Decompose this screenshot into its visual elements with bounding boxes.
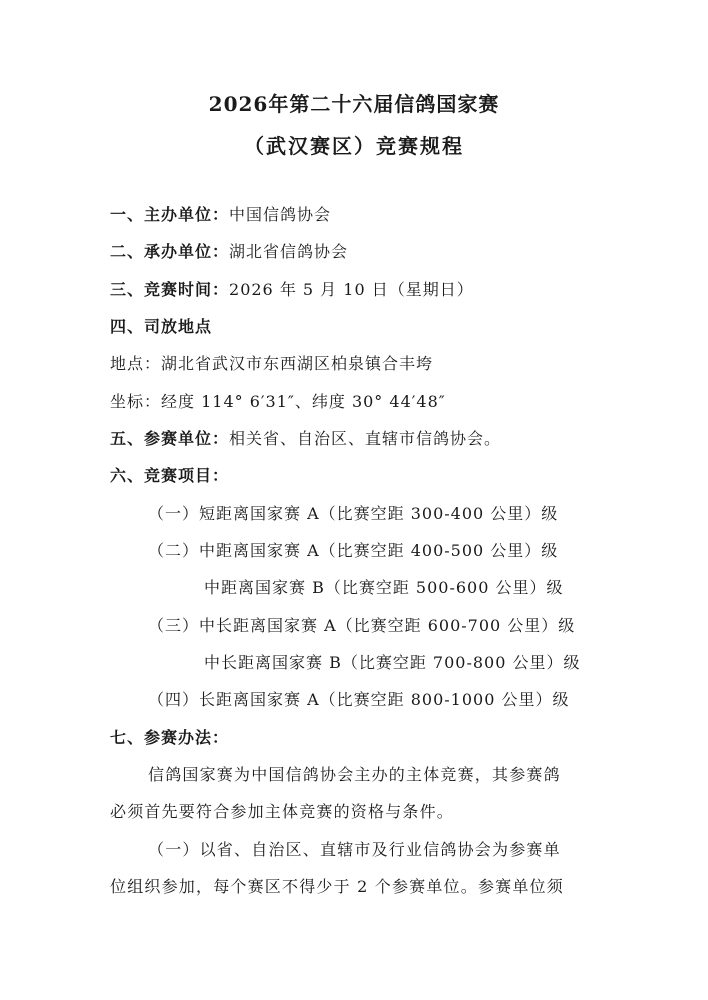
section-events — [110, 464, 229, 488]
section-heading: 六、竞赛项目： — [110, 466, 230, 485]
paragraph-line: 信鸽国家赛为中国信鸽协会主办的主体竞赛，其参赛鸽 — [148, 765, 561, 784]
event-item: （二）中距离国家赛 A（比赛空距 400-500 公里）级 — [148, 541, 559, 560]
section-value: 中国信鸽协会 — [229, 205, 332, 224]
section-host — [110, 240, 348, 264]
paragraph-line: （一）以省、自治区、直辖市及行业信鸽协会为参赛单 — [148, 840, 561, 859]
section-value: 2026 年 5 月 10 日（星期日） — [229, 280, 474, 299]
section-heading: 五、参赛单位： — [110, 429, 230, 448]
event-item: （一）短距离国家赛 A（比赛空距 300-400 公里）级 — [148, 504, 559, 523]
release-location: 地点：湖北省武汉市东西湖区柏泉镇合丰垮 — [110, 354, 434, 373]
section-heading: 二、承办单位： — [110, 242, 230, 261]
section-organizer — [110, 203, 331, 227]
section-method — [110, 726, 229, 750]
section-value: 相关省、自治区、直辖市信鸽协会。 — [229, 429, 502, 448]
release-coordinates: 坐标：经度 114° 6′31″、纬度 30° 44′48″ — [110, 392, 446, 411]
section-heading: 三、竞赛时间： — [110, 280, 230, 299]
event-item: 中长距离国家赛 B（比赛空距 700-800 公里）级 — [204, 653, 581, 672]
document-title: 2026年第二十六届信鸽国家赛 — [208, 92, 500, 116]
event-item: 中距离国家赛 B（比赛空距 500-600 公里）级 — [204, 578, 564, 597]
section-heading: 四、司放地点 — [110, 317, 213, 336]
event-item: （四）长距离国家赛 A（比赛空距 800-1000 公里）级 — [148, 690, 570, 709]
document-subtitle: （武汉赛区）竞赛规程 — [244, 134, 464, 158]
paragraph-line: 必须首先要符合参加主体竞赛的资格与条件。 — [110, 802, 455, 821]
section-heading: 七、参赛办法： — [110, 728, 230, 747]
section-time — [110, 278, 474, 302]
section-release — [110, 315, 212, 339]
event-item: （三）中长距离国家赛 A（比赛空距 600-700 公里）级 — [148, 616, 576, 635]
section-participants — [110, 427, 501, 451]
section-heading: 一、主办单位： — [110, 205, 230, 224]
paragraph-line: 位组织参加，每个赛区不得少于 2 个参赛单位。参赛单位须 — [110, 877, 564, 896]
section-value: 湖北省信鸽协会 — [229, 242, 349, 261]
